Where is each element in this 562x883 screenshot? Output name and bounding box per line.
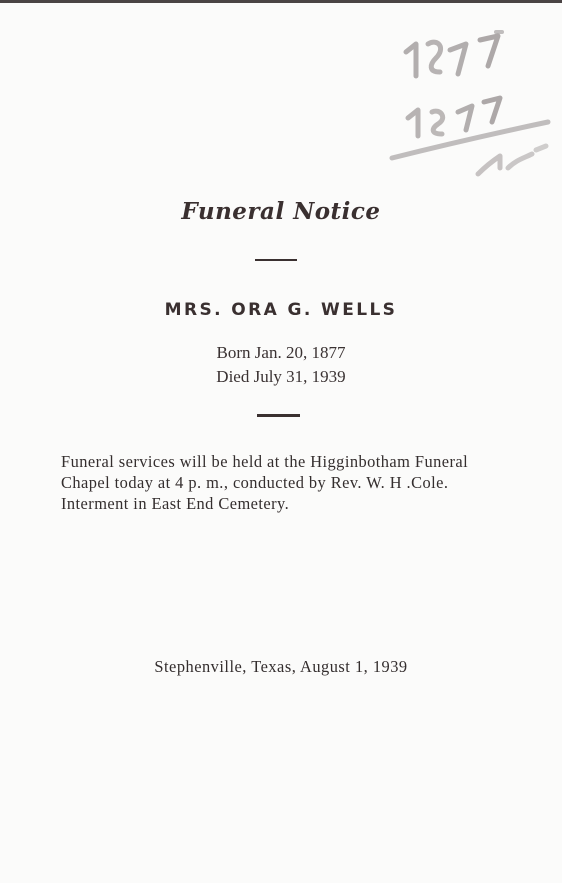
death-date: Died July 31, 1939 (216, 367, 346, 386)
card-top-edge (0, 0, 562, 3)
title-divider (255, 259, 297, 261)
birth-date: Born Jan. 20, 1877 (216, 343, 346, 362)
place-and-date: Stephenville, Texas, August 1, 1939 (154, 657, 408, 676)
service-line: Interment in East End Cemetery. (61, 494, 290, 513)
dates-divider (257, 414, 300, 417)
service-line: Chapel today at 4 p. m., conducted by Rev. W. H .Cole. (61, 473, 449, 492)
service-details (61, 451, 531, 514)
service-line: Funeral services will be held at the Higginbotham Funeral (61, 452, 469, 471)
deceased-name: MRS. ORA G. WELLS (164, 300, 398, 320)
life-dates (0, 341, 562, 389)
pencil-notation (388, 22, 558, 182)
notice-title: Funeral Notice (181, 198, 381, 225)
